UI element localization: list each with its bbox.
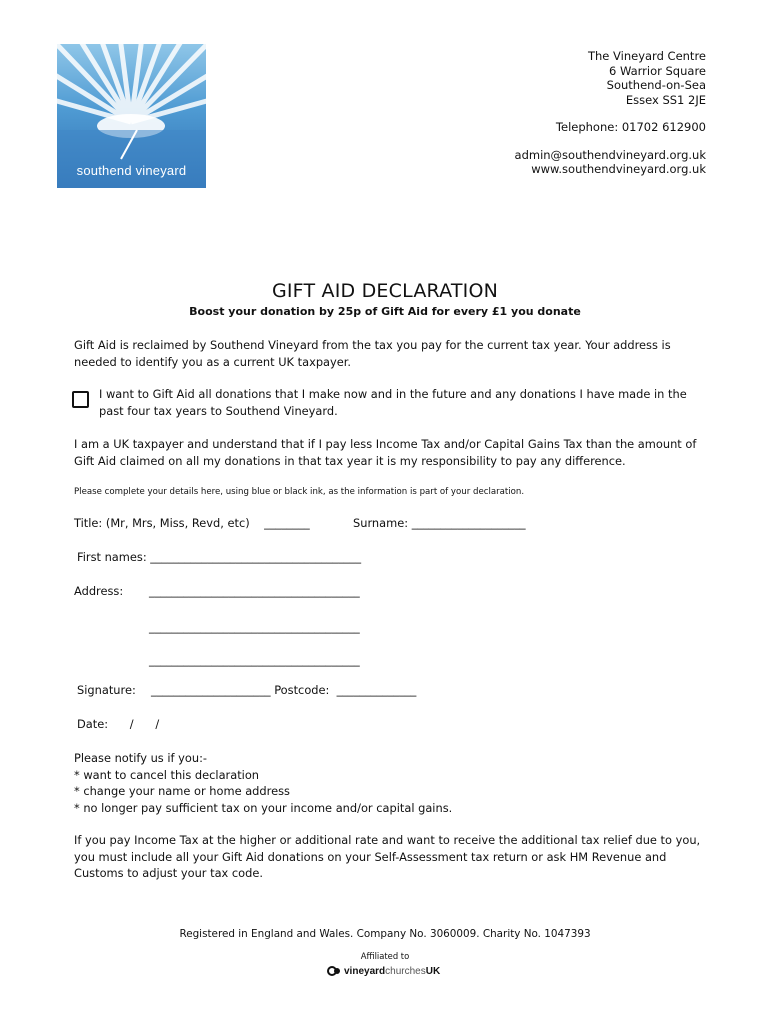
- page-subtitle: Boost your donation by 25p of Gift Aid for every £1 you donate: [189, 305, 581, 318]
- vineyard-logo-icon: [327, 964, 341, 978]
- registration-footer: Registered in England and Wales. Company No. 3060009. Charity No. 1047393: [179, 928, 591, 940]
- gift-aid-checkbox[interactable]: [72, 391, 89, 408]
- intro-paragraph: Gift Aid is reclaimed by Southend Vineyard from the tax you pay for the current tax year. Your address is needed to identify you as a current UK taxpayer.: [74, 338, 671, 369]
- notify-section: [74, 750, 714, 816]
- date-field[interactable]: Date: / /: [77, 717, 160, 731]
- first-names-field[interactable]: First names: _____________________________________: [77, 550, 362, 564]
- instructions: Please complete your details here, using blue or black ink, as the information is part of your declaration.: [74, 487, 525, 497]
- notify-heading: Please notify us if you:-: [74, 751, 208, 765]
- title-field[interactable]: Title: (Mr, Mrs, Miss, Revd, etc) ________: [74, 516, 310, 530]
- address-line-1[interactable]: _____________________________________: [149, 584, 360, 598]
- southend-vineyard-logo: [57, 44, 206, 188]
- notify-item: * want to cancel this declaration: [74, 767, 260, 782]
- notify-item: * change your name or home address: [74, 784, 290, 798]
- telephone: Telephone: 01702 612900: [555, 120, 706, 134]
- email: admin@southendvineyard.org.uk: [514, 147, 706, 162]
- address-line: 6 Warrior Square: [608, 63, 706, 78]
- affiliated-label: Affiliated to: [360, 951, 410, 961]
- vineyard-churches-logo: [327, 963, 440, 979]
- surname-field[interactable]: Surname: ____________________: [353, 516, 526, 530]
- address-line-3[interactable]: _____________________________________: [149, 653, 360, 667]
- address-label: Address:: [74, 584, 124, 598]
- address-block: [515, 49, 706, 177]
- address-line: Southend-on-Sea: [606, 78, 706, 92]
- taxpayer-statement: I am a UK taxpayer and understand that if I pay less Income Tax and/or Capital Gains Tax than the amount of Gift Aid claimed on all my donations in that tax year it is my responsibility to pay any difference.: [74, 437, 697, 468]
- higher-rate-paragraph: If you pay Income Tax at the higher or additional rate and want to receive the additional tax relief due to you, you must include all your Gift Aid donations on your Self-Assessment tax return or ask HM Revenue and Customs to adjust your tax code.: [74, 833, 701, 880]
- address-line: The Vineyard Centre: [587, 49, 706, 63]
- logo-text: southend vineyard: [76, 163, 187, 178]
- address-line-2[interactable]: _____________________________________: [149, 620, 360, 634]
- vineyard-churches-logo-text: vineyardchurchesUK: [344, 965, 441, 977]
- notify-item: * no longer pay sufficient tax on your income and/or capital gains.: [74, 800, 453, 815]
- signature-postcode-field[interactable]: _____________________ Postcode: ______________: [151, 683, 417, 697]
- website: www.southendvineyard.org.uk: [531, 162, 706, 176]
- signature-label: Signature:: [77, 683, 136, 697]
- address-line: Essex SS1 2JE: [625, 92, 706, 107]
- checkbox-text: I want to Gift Aid all donations that I make now and in the future and any donations I have made in the past four tax years to Southend Vineyard.: [99, 387, 687, 418]
- page-title: GIFT AID DECLARATION: [271, 280, 499, 302]
